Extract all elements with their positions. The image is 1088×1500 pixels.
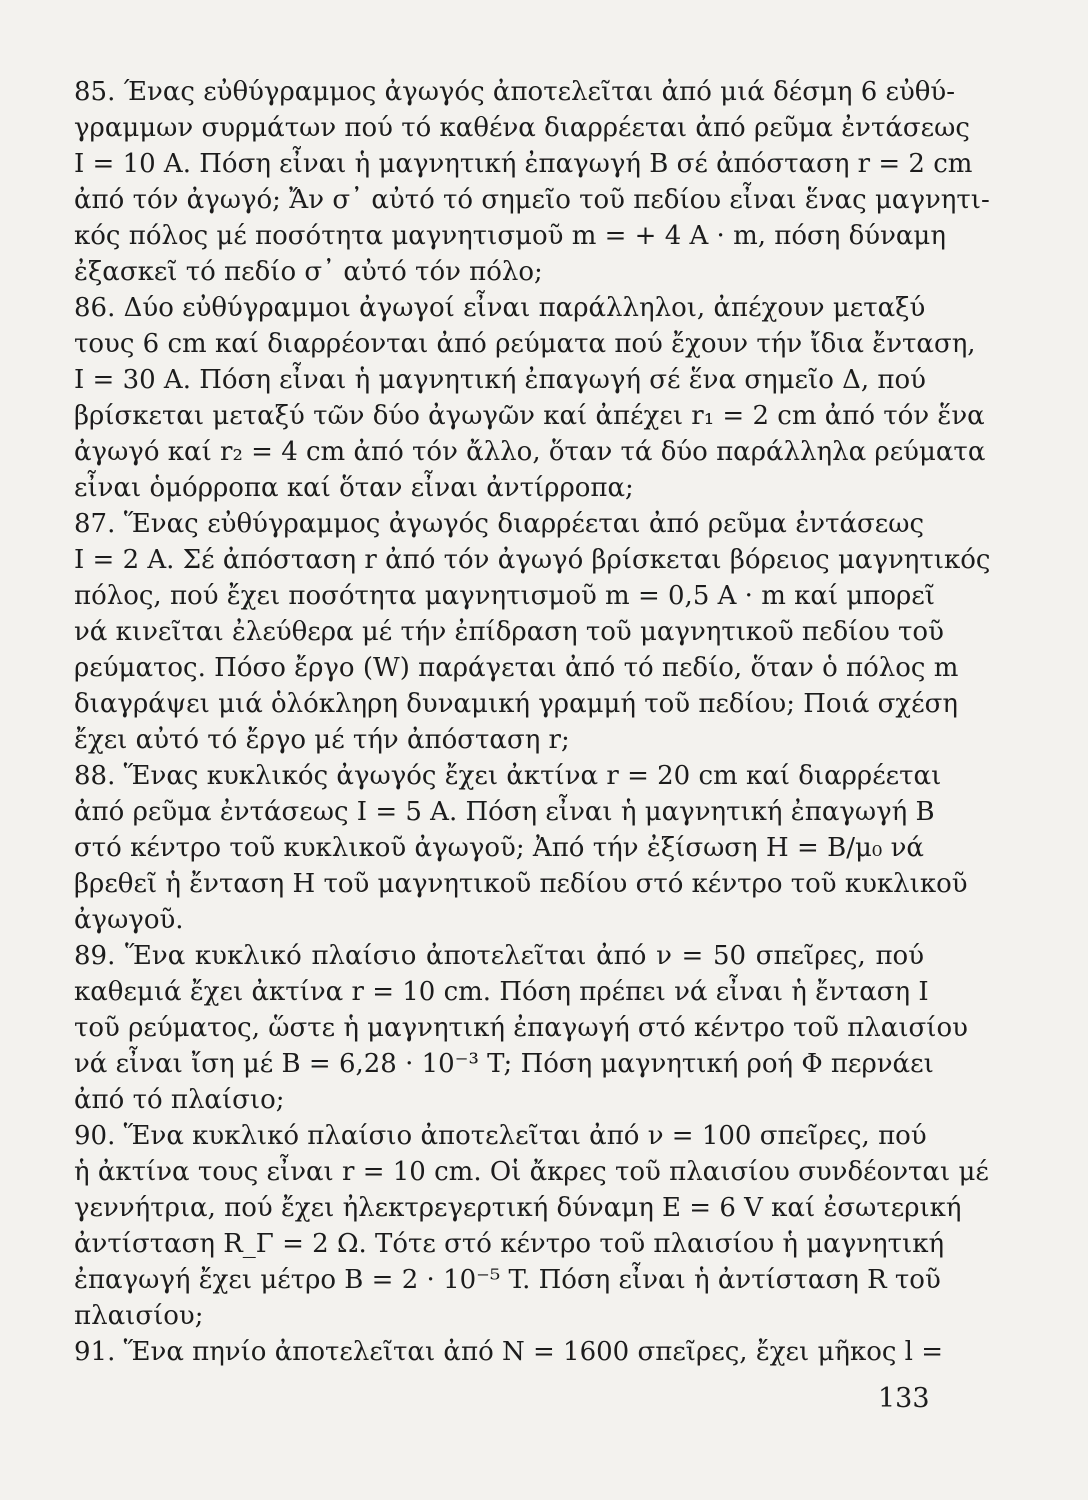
text-line: ἐξασκεῖ τό πεδίο σ᾿ αὐτό τόν πόλο; — [74, 257, 543, 287]
text-line: ρεύματος. Πόσο ἔργο (W) παράγεται ἀπό τό πεδίο, ὅταν ὁ πόλος m — [74, 653, 959, 683]
text-line: πόλος, πού ἔχει ποσότητα μαγνητισμοῦ m = 0,5 A · m καί μπορεῖ — [74, 581, 935, 611]
text-line: ἀπό ρεῦμα ἐντάσεως I = 5 A. Πόση εἶναι ἡ μαγνητική ἐπαγωγή B — [74, 797, 935, 827]
text-line: I = 10 A. Πόση εἶναι ἡ μαγνητική ἐπαγωγή B σέ ἀπόσταση r = 2 cm — [74, 149, 973, 179]
text-line: 91. Ἕνα πηνίο ἀποτελεῖται ἀπό N = 1600 σπεῖρες, ἔχει μῆκος l = — [74, 1337, 944, 1367]
text-line: γραμμων συρμάτων πού τό καθένα διαρρέεται ἀπό ρεῦμα ἐντάσεως — [74, 113, 970, 143]
text-line: 87. Ἕνας εὐθύγραμμος ἀγωγός διαρρέεται ἀπό ρεῦμα ἐντάσεως — [74, 509, 924, 539]
text-line: 86. Δύο εὐθύγραμμοι ἀγωγοί εἶναι παράλληλοι, ἀπέχουν μεταξύ — [74, 293, 926, 323]
text-line: ἀγωγό καί r₂ = 4 cm ἀπό τόν ἄλλο, ὅταν τά δύο παράλληλα ρεύματα — [74, 437, 986, 467]
text-line: ἀντίσταση R_Γ = 2 Ω. Τότε στό κέντρο τοῦ πλαισίου ἡ μαγνητική — [74, 1229, 945, 1259]
text-line: 88. Ἕνας κυκλικός ἀγωγός ἔχει ἀκτίνα r = 20 cm καί διαρρέεται — [74, 761, 942, 791]
text-line: 89. Ἕνα κυκλικό πλαίσιο ἀποτελεῖται ἀπό ν = 50 σπεῖρες, πού — [74, 941, 924, 971]
text-line: γεννήτρια, πού ἔχει ἠλεκτρεγερτική δύναμη E = 6 V καί ἐσωτερική — [74, 1193, 962, 1223]
text-line: καθεμιά ἔχει ἀκτίνα r = 10 cm. Πόση πρέπει νά εἶναι ἡ ἔνταση I — [74, 977, 929, 1007]
text-line: κός πόλος μέ ποσότητα μαγνητισμοῦ m = + 4 A · m, πόση δύναμη — [74, 221, 946, 251]
text-line: ἐπαγωγή ἔχει μέτρο B = 2 · 10⁻⁵ T. Πόση εἶναι ἡ ἀντίσταση R τοῦ — [74, 1265, 941, 1295]
text-line: βρεθεῖ ἡ ἔνταση H τοῦ μαγνητικοῦ πεδίου στό κέντρο τοῦ κυκλικοῦ — [74, 869, 968, 899]
text-line: εἶναι ὁμόρροπα καί ὅταν εἶναι ἀντίρροπα; — [74, 473, 634, 503]
text-line: 85. Ένας εὐθύγραμμος ἀγωγός ἀποτελεῖται ἀπό μιά δέσμη 6 εὐθύ- — [74, 77, 956, 107]
text-line: I = 2 A. Σέ ἀπόσταση r ἀπό τόν ἀγωγό βρίσκεται βόρειος μαγνητικός — [74, 545, 991, 575]
text-line: 90. Ἕνα κυκλικό πλαίσιο ἀποτελεῖται ἀπό ν = 100 σπεῖρες, πού — [74, 1121, 927, 1151]
text-line: ἀπό τό πλαίσιο; — [74, 1085, 285, 1115]
text-line: διαγράψει μιά ὁλόκληρη δυναμική γραμμή τοῦ πεδίου; Ποιά σχέση — [74, 689, 958, 719]
text-line: ἔχει αὐτό τό ἔργο μέ τήν ἀπόσταση r; — [74, 725, 570, 755]
text-line: πλαισίου; — [74, 1301, 204, 1331]
text-line: ἀπό τόν ἀγωγό; Ἄν σ᾿ αὐτό τό σημεῖο τοῦ πεδίου εἶναι ἕνας μαγνητι- — [74, 185, 990, 215]
text-line: τους 6 cm καί διαρρέονται ἀπό ρεύματα πού ἔχουν τήν ἴδια ἔνταση, — [74, 329, 976, 359]
text-line: νά κινεῖται ἐλεύθερα μέ τήν ἐπίδραση τοῦ μαγνητικοῦ πεδίου τοῦ — [74, 617, 944, 647]
text-line: νά εἶναι ἴση μέ B = 6,28 · 10⁻³ T; Πόση μαγνητική ροή Φ περνάει — [74, 1049, 934, 1079]
text-line: τοῦ ρεύματος, ὥστε ἡ μαγνητική ἐπαγωγή στό κέντρο τοῦ πλαισίου — [74, 1013, 968, 1043]
text-line: βρίσκεται μεταξύ τῶν δύο ἀγωγῶν καί ἀπέχει r₁ = 2 cm ἀπό τόν ἕνα — [74, 401, 985, 431]
text-line: ἀγωγοῦ. — [74, 905, 184, 935]
text-line: I = 30 A. Πόση εἶναι ἡ μαγνητική ἐπαγωγή σέ ἕνα σημεῖο Δ, πού — [74, 365, 926, 395]
page-number: 133 — [878, 1383, 930, 1414]
text-line: στό κέντρο τοῦ κυκλικοῦ ἀγωγοῦ; Ἀπό τήν ἐξίσωση H = B/μ₀ νά — [74, 833, 924, 863]
text-line: ἡ ἀκτίνα τους εἶναι r = 10 cm. Οἱ ἄκρες τοῦ πλαισίου συνδέονται μέ — [74, 1157, 989, 1187]
